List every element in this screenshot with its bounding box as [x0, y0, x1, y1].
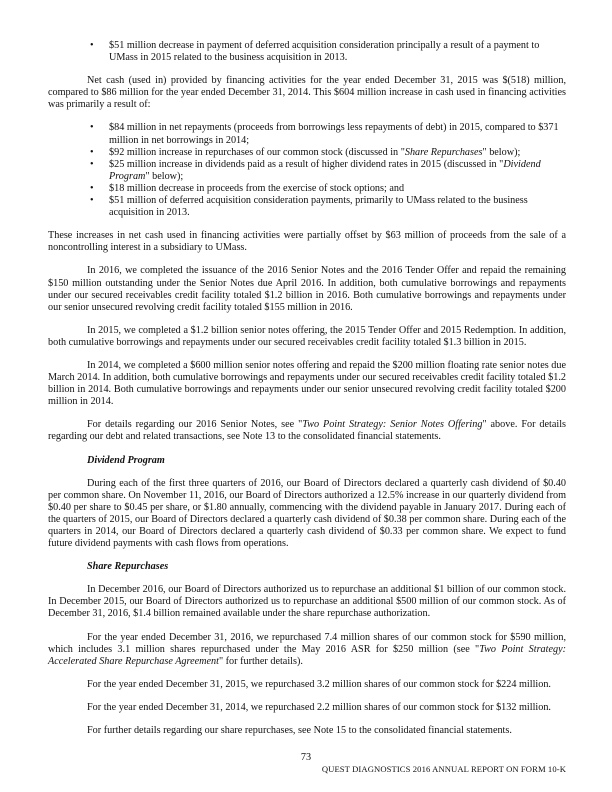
paragraph-2015: In 2015, we completed a $1.2 billion senior notes offering, the 2015 Tender Offer and 2015 Redemption. In addition, both cumulative borrowings and repayments under our secured receivables credit facility totaled $1.3 billion in 2015. [48, 324, 566, 348]
dividend-program-heading: Dividend Program [87, 454, 165, 466]
details-paragraph: For details regarding our 2016 Senior Notes, see "Two Point Strategy: Senior Notes Offering" above. For details regarding our debt and related transactions, see Note 13 to the consolidated financial statements. [48, 419, 566, 443]
repurchase-authorization-paragraph: In December 2016, our Board of Directors authorized us to repurchase an additional $1 billion of our common stock. In December 2015, our Board of Directors authorized us to repurchase an additional $500 million of our common stock. As of December 31, 2016, $1.4 billion remained available under the share repurchase authorization. [48, 584, 566, 620]
repurchase-further-details-paragraph: For further details regarding our share repurchases, see Note 15 to the consolidated financial statements. [87, 725, 512, 737]
financing-intro-paragraph: Net cash (used in) provided by financing activities for the year ended December 31, 2015 was $(518) million, compared to $86 million for the year ended December 31, 2014. This $604 million increase in cash used in financing activities was primarily a result of: [48, 75, 566, 111]
list-item [48, 183, 566, 195]
document-page [48, 40, 566, 737]
repurchase-2015-paragraph: For the year ended December 31, 2015, we repurchased 3.2 million shares of our common stock for $224 million. [87, 678, 551, 690]
dividend-paragraph: During each of the first three quarters of 2016, our Board of Directors declared a quarterly cash dividend of $0.40 per common share. On November 11, 2016, our Board of Directors authorized a 12.5% increase in our quarterly dividend from $0.40 per share to $0.45 per share, or $1.80 annually, commencing with the dividend payable in January 2017. During each of the quarters of 2015, our Board of Directors declared a quarterly cash dividend of $0.38 per common share. During each of the quarters in 2014, our Board of Directors declared a quarterly cash dividend of $0.33 per common share. We expect to fund future dividend payments with cash flows from operations. [48, 477, 566, 550]
italic-reference: Two Point Strategy: Senior Notes Offering [302, 419, 483, 431]
bullet-marker: • [90, 195, 94, 207]
page-number: 73 [300, 752, 312, 763]
italic-reference: Two Point Strategy: Accelerated Share Repurchase Agreement [48, 643, 566, 667]
paragraph-2014: In 2014, we completed a $600 million senior notes offering and repaid the $200 million floating rate senior notes due March 2014. In addition, both cumulative borrowings and repayments under our secured receivables credit facility totaled $1.2 billion in 2014. Both cumulative borrowings and repayments under our senior unsecured revolving credit facility totaled $200 million in 2014. [48, 359, 566, 408]
bullet-marker: • [90, 158, 94, 170]
bullet-marker: • [90, 182, 94, 194]
list-item [48, 40, 566, 64]
italic-reference: Dividend Program [109, 158, 541, 182]
bullet-marker: • [90, 122, 94, 134]
bullet-list-financing [48, 122, 566, 219]
italic-reference: Share Repurchases [404, 146, 483, 158]
list-item-text: $51 million of deferred acquisition consideration payments, primarily to UMass related to the business acquisition in 2013. [109, 195, 528, 219]
list-item [48, 195, 566, 219]
bullet-marker: • [90, 146, 94, 158]
paragraph-2016: In 2016, we completed the issuance of the 2016 Senior Notes and the 2016 Tender Offer and repaid the remaining $150 million outstanding under the Senior Notes due April 2016. In addition, both cumulative borrowings and repayments under our secured receivables credit facility totaled $1.2 billion in 2016. Both cumulative borrowings and repayments under our senior unsecured revolving credit facility totaled $155 million in 2016. [48, 265, 566, 313]
bullet-marker: • [90, 40, 94, 51]
repurchase-2014-paragraph: For the year ended December 31, 2014, we repurchased 2.2 million shares of our common stock for $132 million. [87, 701, 551, 713]
repurchase-2016-paragraph: For the year ended December 31, 2016, we repurchased 7.4 million shares of our common stock for $590 million, which includes 3.1 million shares repurchased under the May 2016 ASR for $250 million (see "Two Point Strategy: Accelerated Share Repurchase Agreement" for further details). [48, 631, 566, 667]
offset-paragraph: These increases in net cash used in financing activities were partially offset by $63 million of proceeds from the sale of a noncontrolling interest in a subsidiary to UMass. [48, 230, 566, 254]
list-item-text: $51 million decrease in payment of deferred acquisition consideration principally a result of a payment to UMass in 2015 related to the business acquisition in 2013. [109, 40, 540, 64]
list-item [48, 147, 566, 159]
bullet-list-investing [48, 40, 566, 64]
share-repurchases-heading: Share Repurchases [87, 561, 169, 573]
list-item-text: $84 million in net repayments (proceeds from borrowings less repayments of debt) in 2015, compared to $371 million in net borrowings in 2014; [109, 122, 559, 146]
list-item [48, 159, 566, 183]
list-item-text: $25 million increase in dividends paid as a result of higher dividend rates in 2015 (discussed in "Dividend Program" below); [109, 158, 541, 182]
list-item-text: $18 million decrease in proceeds from the exercise of stock options; and [109, 182, 405, 194]
list-item [48, 122, 566, 146]
page-footer: QUEST DIAGNOSTICS 2016 ANNUAL REPORT ON FORM 10-K [321, 764, 566, 774]
list-item-text: $92 million increase in repurchases of our common stock (discussed in "Share Repurchases" below); [109, 146, 521, 158]
